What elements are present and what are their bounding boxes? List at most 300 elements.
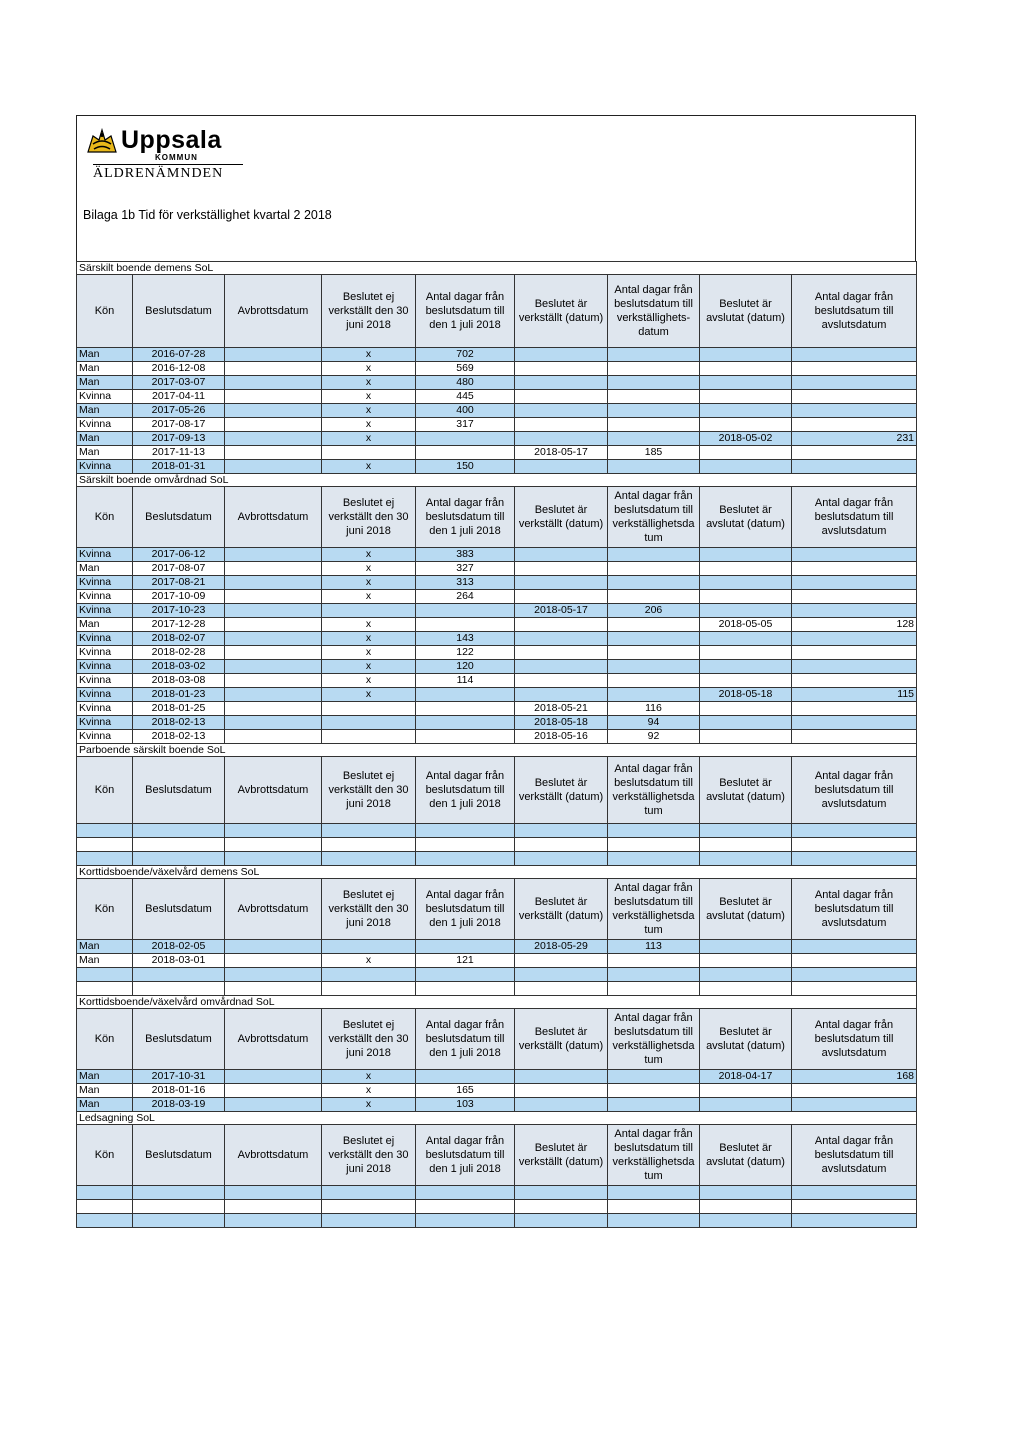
table-row [77, 688, 917, 702]
table-cell: 327 [416, 562, 515, 576]
table-cell: 2018-05-05 [700, 618, 792, 632]
table-row [77, 348, 917, 362]
table-cell: 445 [416, 390, 515, 404]
column-header: Kön [77, 1009, 133, 1070]
table-cell: 121 [416, 954, 515, 968]
table-cell [700, 446, 792, 460]
table-cell: 317 [416, 418, 515, 432]
table-cell [700, 1084, 792, 1098]
table-cell [77, 824, 133, 838]
table-cell [515, 1070, 608, 1084]
table-cell [133, 838, 225, 852]
table-cell [700, 716, 792, 730]
table-cell: 2018-05-18 [515, 716, 608, 730]
table-cell [792, 838, 917, 852]
table-cell [792, 632, 917, 646]
table-cell [416, 1070, 515, 1084]
table-cell: 2018-01-31 [133, 460, 225, 474]
section-title: Ledsagning SoL [77, 1112, 917, 1125]
table-cell: x [322, 376, 416, 390]
table-cell: Man [77, 954, 133, 968]
table-cell: 383 [416, 548, 515, 562]
table-cell [322, 730, 416, 744]
table-row [77, 660, 917, 674]
table-cell [515, 852, 608, 866]
table-cell [322, 1214, 416, 1228]
table-cell [133, 1200, 225, 1214]
document-title: Bilaga 1b Tid för verkställighet kvartal 2 2018 [83, 208, 332, 222]
column-header: Antal dagar från beslutsdatum till den 1 juli 2018 [416, 879, 515, 940]
table-row [77, 604, 917, 618]
table-cell: 2017-10-09 [133, 590, 225, 604]
table-cell [515, 632, 608, 646]
table-cell [608, 376, 700, 390]
table-cell [700, 1098, 792, 1112]
column-header: Beslutet ej verkställt den 30 juni 2018 [322, 879, 416, 940]
table-cell [792, 954, 917, 968]
table-cell: x [322, 590, 416, 604]
table-cell: x [322, 618, 416, 632]
table-row [77, 982, 917, 996]
table-cell: 2018-02-05 [133, 940, 225, 954]
table-row [77, 716, 917, 730]
table-cell: 2017-08-17 [133, 418, 225, 432]
column-header: Beslutet ej verkställt den 30 juni 2018 [322, 275, 416, 348]
table-cell: Kvinna [77, 646, 133, 660]
table-cell [608, 954, 700, 968]
section-title: Särskilt boende demens SoL [77, 262, 917, 275]
table-cell: Kvinna [77, 730, 133, 744]
table-cell [322, 716, 416, 730]
table-cell [515, 1098, 608, 1112]
table-cell [416, 824, 515, 838]
table-cell: 313 [416, 576, 515, 590]
table-cell: 2018-03-01 [133, 954, 225, 968]
table-cell [225, 390, 322, 404]
table-cell [700, 660, 792, 674]
table-row [77, 362, 917, 376]
table-cell [322, 702, 416, 716]
table-cell [792, 674, 917, 688]
table-cell [792, 1084, 917, 1098]
table-cell: x [322, 390, 416, 404]
column-header: Antal dagar från beslutsdatum till verkställighetsda tum [608, 487, 700, 548]
table-cell: Man [77, 1098, 133, 1112]
table-cell [792, 1200, 917, 1214]
table-cell [792, 362, 917, 376]
column-header: Beslutet är verkställt (datum) [515, 1125, 608, 1186]
table-cell [416, 1214, 515, 1228]
table-cell: 2018-02-13 [133, 730, 225, 744]
table-cell [700, 1200, 792, 1214]
table-row [77, 576, 917, 590]
table-cell [77, 1186, 133, 1200]
table-cell [700, 632, 792, 646]
column-header: Beslutet ej verkställt den 30 juni 2018 [322, 757, 416, 824]
table-cell [416, 838, 515, 852]
table-cell: x [322, 460, 416, 474]
table-cell: 122 [416, 646, 515, 660]
table-cell: 2018-03-19 [133, 1098, 225, 1112]
table-cell [322, 852, 416, 866]
table-cell [225, 446, 322, 460]
column-header: Beslutet är verkställt (datum) [515, 1009, 608, 1070]
table-cell [225, 1214, 322, 1228]
table-cell [225, 362, 322, 376]
table-cell [225, 348, 322, 362]
table-cell [225, 590, 322, 604]
table-cell [608, 688, 700, 702]
table-cell [225, 968, 322, 982]
table-cell [515, 660, 608, 674]
column-header: Avbrottsdatum [225, 275, 322, 348]
table-cell [608, 982, 700, 996]
table-cell: x [322, 404, 416, 418]
table-row [77, 404, 917, 418]
table-cell: 2018-02-28 [133, 646, 225, 660]
column-header: Beslutet är avslutat (datum) [700, 487, 792, 548]
table-cell: 400 [416, 404, 515, 418]
section-title: Särskilt boende omvårdnad SoL [77, 474, 917, 487]
section-title-row [77, 474, 917, 487]
table-cell: x [322, 632, 416, 646]
table-cell [515, 590, 608, 604]
table-cell: 113 [608, 940, 700, 954]
table-cell [225, 954, 322, 968]
column-header: Kön [77, 879, 133, 940]
table-cell: Kvinna [77, 604, 133, 618]
table-cell [792, 590, 917, 604]
table-cell: 2017-04-11 [133, 390, 225, 404]
section-title: Parboende särskilt boende SoL [77, 744, 917, 757]
column-header: Antal dagar från beslutsdatum till avslutsdatum [792, 757, 917, 824]
column-header: Beslutet ej verkställt den 30 juni 2018 [322, 1125, 416, 1186]
table-cell [416, 968, 515, 982]
table-cell [416, 1200, 515, 1214]
section-title: Korttidsboende/växelvård demens SoL [77, 866, 917, 879]
table-cell [225, 632, 322, 646]
column-header-row [77, 487, 917, 548]
table-cell [322, 1186, 416, 1200]
table-cell: 2018-02-13 [133, 716, 225, 730]
table-cell: 702 [416, 348, 515, 362]
table-cell: 2017-12-28 [133, 618, 225, 632]
table-cell [700, 954, 792, 968]
table-cell: Kvinna [77, 576, 133, 590]
table-cell [322, 838, 416, 852]
table-cell [515, 460, 608, 474]
table-cell [700, 576, 792, 590]
table-cell [700, 390, 792, 404]
column-header: Kön [77, 1125, 133, 1186]
table-cell [700, 968, 792, 982]
table-cell: x [322, 1098, 416, 1112]
table-cell [515, 1214, 608, 1228]
table-cell [608, 646, 700, 660]
column-header: Antal dagar från beslutsdatum till den 1 juli 2018 [416, 757, 515, 824]
table-cell: 2018-05-21 [515, 702, 608, 716]
table-cell [608, 632, 700, 646]
table-cell: 2018-04-17 [700, 1070, 792, 1084]
table-row [77, 632, 917, 646]
table-cell [700, 604, 792, 618]
table-cell [792, 348, 917, 362]
table-cell [515, 404, 608, 418]
table-cell [515, 418, 608, 432]
table-cell [416, 982, 515, 996]
table-cell [416, 432, 515, 446]
table-row [77, 446, 917, 460]
table-cell: Man [77, 404, 133, 418]
table-cell [700, 702, 792, 716]
table-row [77, 838, 917, 852]
table-cell: 2017-10-23 [133, 604, 225, 618]
table-cell [225, 376, 322, 390]
table-cell: x [322, 688, 416, 702]
table-cell: 128 [792, 618, 917, 632]
lion-crest-icon [85, 126, 119, 156]
table-cell [700, 852, 792, 866]
column-header: Antal dagar från beslutdsatum till avslutsdatum [792, 275, 917, 348]
column-header-row [77, 1009, 917, 1070]
table-cell [608, 838, 700, 852]
column-header: Antal dagar från beslutsdatum till avslutsdatum [792, 1125, 917, 1186]
table-cell [515, 432, 608, 446]
table-row [77, 646, 917, 660]
table-cell [225, 418, 322, 432]
table-cell [792, 390, 917, 404]
table-cell: 2017-08-21 [133, 576, 225, 590]
column-header: Beslutsdatum [133, 275, 225, 348]
table-cell [515, 1084, 608, 1098]
table-row [77, 618, 917, 632]
table-cell [225, 674, 322, 688]
table-cell [225, 1070, 322, 1084]
table-cell [416, 940, 515, 954]
table-cell [700, 674, 792, 688]
table-cell [700, 838, 792, 852]
column-header: Avbrottsdatum [225, 879, 322, 940]
table-cell [608, 1186, 700, 1200]
table-cell [792, 562, 917, 576]
table-cell [608, 1098, 700, 1112]
table-cell: 116 [608, 702, 700, 716]
table-cell [225, 838, 322, 852]
column-header: Beslutet är avslutat (datum) [700, 757, 792, 824]
table-cell: 94 [608, 716, 700, 730]
table-cell [322, 824, 416, 838]
table-cell [322, 940, 416, 954]
table-cell: 92 [608, 730, 700, 744]
table-row [77, 376, 917, 390]
table-cell [515, 646, 608, 660]
table-cell: 185 [608, 446, 700, 460]
table-cell: x [322, 1084, 416, 1098]
table-cell [700, 730, 792, 744]
table-cell [225, 1084, 322, 1098]
table-cell [608, 1070, 700, 1084]
table-cell [792, 446, 917, 460]
table-cell: Kvinna [77, 702, 133, 716]
table-cell: 2018-03-02 [133, 660, 225, 674]
table-cell [515, 824, 608, 838]
table-cell [225, 730, 322, 744]
table-cell [515, 376, 608, 390]
column-header: Beslutet är avslutat (datum) [700, 275, 792, 348]
column-header: Avbrottsdatum [225, 1009, 322, 1070]
table-cell [792, 702, 917, 716]
uppsala-logo [85, 126, 285, 186]
table-cell [792, 940, 917, 954]
table-cell: 2018-02-07 [133, 632, 225, 646]
table-cell: x [322, 348, 416, 362]
table-row [77, 548, 917, 562]
section-title: Korttidsboende/växelvård omvårdnad SoL [77, 996, 917, 1009]
table-cell [792, 646, 917, 660]
table-cell [225, 548, 322, 562]
table-cell [225, 576, 322, 590]
table-cell [608, 562, 700, 576]
table-cell [792, 548, 917, 562]
report-table [76, 261, 917, 1228]
column-header: Avbrottsdatum [225, 757, 322, 824]
table-cell [792, 730, 917, 744]
column-header: Beslutet är verkställt (datum) [515, 879, 608, 940]
table-cell [225, 460, 322, 474]
section-title-row [77, 262, 917, 275]
table-cell [416, 604, 515, 618]
table-cell: Man [77, 376, 133, 390]
logo-rule [93, 164, 243, 165]
table-cell: 143 [416, 632, 515, 646]
table-cell [322, 446, 416, 460]
table-cell [225, 982, 322, 996]
table-cell: Kvinna [77, 716, 133, 730]
table-cell [416, 688, 515, 702]
column-header: Beslutsdatum [133, 1009, 225, 1070]
table-cell: Kvinna [77, 390, 133, 404]
table-cell: 2018-01-25 [133, 702, 225, 716]
table-cell [792, 968, 917, 982]
table-cell: Man [77, 1070, 133, 1084]
table-cell: 264 [416, 590, 515, 604]
table-cell: 2017-06-12 [133, 548, 225, 562]
table-cell: 2018-05-17 [515, 446, 608, 460]
column-header: Antal dagar från beslutsdatum till verkställighetsda tum [608, 1009, 700, 1070]
column-header: Antal dagar från beslutsdatum till den 1 juli 2018 [416, 275, 515, 348]
table-cell: x [322, 418, 416, 432]
column-header: Antal dagar från beslutsdatum till verkställighetsda tum [608, 1125, 700, 1186]
table-cell: 2016-12-08 [133, 362, 225, 376]
table-cell [700, 460, 792, 474]
table-cell: 120 [416, 660, 515, 674]
table-cell: Man [77, 562, 133, 576]
table-cell [133, 968, 225, 982]
table-cell [133, 852, 225, 866]
table-cell [416, 716, 515, 730]
table-row [77, 940, 917, 954]
table-cell [225, 852, 322, 866]
table-cell [133, 824, 225, 838]
table-cell [792, 404, 917, 418]
table-cell: x [322, 548, 416, 562]
table-cell: 2017-09-13 [133, 432, 225, 446]
table-row [77, 968, 917, 982]
table-cell [322, 1200, 416, 1214]
table-cell [225, 562, 322, 576]
table-cell: 2018-01-16 [133, 1084, 225, 1098]
table-cell: x [322, 576, 416, 590]
column-header: Kön [77, 487, 133, 548]
table-cell: 103 [416, 1098, 515, 1112]
column-header: Antal dagar från beslutsdatum till verkställighetsda tum [608, 879, 700, 940]
table-cell: Man [77, 446, 133, 460]
column-header: Beslutsdatum [133, 1125, 225, 1186]
table-cell [792, 1186, 917, 1200]
table-row [77, 1084, 917, 1098]
column-header: Beslutet är verkställt (datum) [515, 275, 608, 348]
table-row [77, 730, 917, 744]
table-cell: 165 [416, 1084, 515, 1098]
table-cell: 480 [416, 376, 515, 390]
table-cell [322, 968, 416, 982]
table-cell [608, 1084, 700, 1098]
table-cell [225, 716, 322, 730]
table-cell [608, 404, 700, 418]
column-header: Antal dagar från beslutsdatum till avslutsdatum [792, 1009, 917, 1070]
column-header: Antal dagar från beslutsdatum till avslutsdatum [792, 487, 917, 548]
column-header-row [77, 275, 917, 348]
column-header: Kön [77, 275, 133, 348]
table-cell [225, 646, 322, 660]
table-cell [133, 982, 225, 996]
table-cell [515, 362, 608, 376]
table-cell: 2017-05-26 [133, 404, 225, 418]
table-cell [515, 688, 608, 702]
column-header: Antal dagar från beslutsdatum till den 1 juli 2018 [416, 487, 515, 548]
table-cell [515, 954, 608, 968]
table-cell [77, 1200, 133, 1214]
table-row [77, 1186, 917, 1200]
table-row [77, 590, 917, 604]
table-cell [133, 1214, 225, 1228]
column-header: Beslutet är avslutat (datum) [700, 1125, 792, 1186]
table-cell: x [322, 1070, 416, 1084]
column-header: Avbrottsdatum [225, 487, 322, 548]
table-row [77, 702, 917, 716]
column-header: Antal dagar från beslutsdatum till den 1 juli 2018 [416, 1009, 515, 1070]
column-header: Kön [77, 757, 133, 824]
table-cell [225, 702, 322, 716]
table-cell [700, 362, 792, 376]
table-row [77, 432, 917, 446]
table-cell [608, 660, 700, 674]
column-header-row [77, 1125, 917, 1186]
table-cell [608, 618, 700, 632]
header-box [76, 115, 916, 261]
table-cell [608, 548, 700, 562]
table-cell: 168 [792, 1070, 917, 1084]
table-row [77, 562, 917, 576]
table-cell [608, 824, 700, 838]
table-cell: 2018-03-08 [133, 674, 225, 688]
table-cell [792, 418, 917, 432]
table-cell: 150 [416, 460, 515, 474]
table-cell [792, 824, 917, 838]
section-title-row [77, 744, 917, 757]
table-cell [608, 1214, 700, 1228]
table-cell [416, 730, 515, 744]
